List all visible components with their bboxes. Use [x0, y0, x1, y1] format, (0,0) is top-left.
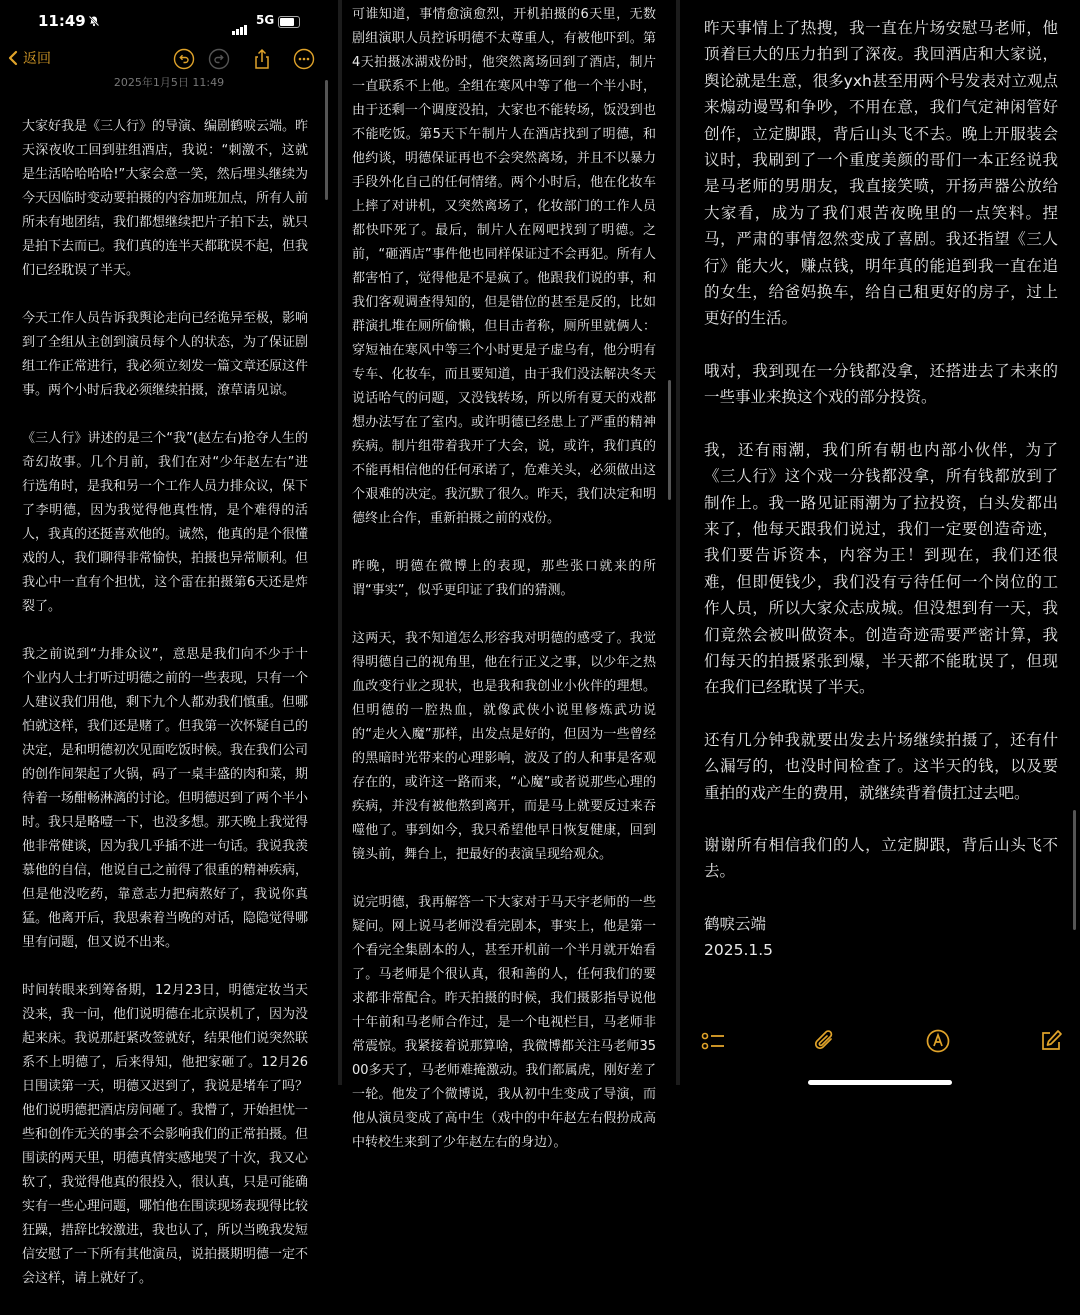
paragraph: 今天工作人员告诉我舆论走向已经诡异至极，影响到了全组从主创到演员每个人的状态，为了保证剧组工作正常进行，我必须立刻发一篇文章还原这件事。两个小时后我必须继续拍摄，潦草请见谅。: [22, 311, 309, 398]
scrollbar[interactable]: [1073, 810, 1076, 930]
signal-bars-icon: [232, 16, 248, 35]
paragraph: 哦对，我到现在一分钱都没拿，还搭进去了未来的一些事业来换这个戏的部分投资。: [704, 361, 1058, 407]
note-body[interactable]: [704, 15, 1058, 964]
note-body[interactable]: [22, 115, 308, 1315]
paperclip-icon[interactable]: [812, 1028, 838, 1054]
undo-icon[interactable]: [173, 48, 195, 70]
bell-slash-icon: [88, 15, 100, 27]
back-button[interactable]: [8, 48, 51, 68]
note-screenshot-2: [342, 0, 676, 1150]
battery-icon: [278, 16, 300, 28]
scrollbar[interactable]: [325, 80, 328, 200]
note-body[interactable]: [352, 3, 656, 1179]
paragraph: 我之前说到“力排众议”，意思是我们向不少于十个业内人士打听过明德之前的一些表现，只有一个人建议我们用他，剩下九个人都劝我们慎重。但哪怕就这样，我们还是赌了。但我第一次怀疑自己的决定，是和明德初次见面吃饭时候。我在我们公司的创作间架起了火锅，码了一桌丰盛的肉和菜，期待着一场酣畅淋漓的讨论。但明德迟到了两个半小时。我只是略噎一下，也没多想。那天晚上我觉得他非常健谈，因为我几乎插不进一句话。我说我羡慕他的自信，他说自己之前得了很重的精神疾病，但是他没吃药，靠意志力把病熬好了，我说你真猛。他离开后，我思索着当晚的对话，隐隐觉得哪里有问题，但又说不出来。: [22, 647, 309, 950]
paragraph: 昨天事情上了热搜，我一直在片场安慰马老师，他顶着巨大的压力拍到了深夜。我回酒店和大家说，舆论就是生意，很多yxh甚至用两个号发表对立观点来煽动谩骂和争吵，不用在意，我们气定神闲管好创作，立定脚跟，背后山头飞不去。晚上开服装会议时，我刷到了一个重度美颜的哥们一本正经说我是马老师的男朋友，我直接笑喷，开扬声器公放给大家看，成为了我们艰苦夜晚里的一点笑料。捏马，严肃的事情忽然变成了喜剧。我还指望《三人行》能大火，赚点钱，明年真的能追到我一直在追的女生，给爸妈换车，给自己租更好的房子，过上更好的生活。: [704, 19, 1058, 328]
signature: 鹤唳云端: [704, 914, 767, 933]
note-screenshot-1: [0, 0, 338, 1286]
paragraph: 这两天，我不知道怎么形容我对明德的感受了。我觉得明德自己的视角里，他在行正义之事，以少年之热血改变行业之现状，也是我和我创业小伙伴的理想。但明德的一腔热血，就像武侠小说里修炼武功说的“走火入魔”那样，出发点是好的，但因为一些曾经的黑暗时光带来的心理影响，波及了的人和事是客观存在的，或许这一路而来，“心魔”或者说那些心理的疾病，并没有被他熬到离开，而是马上就要反过来吞噬他了。事到如今，我只希望他早日恢复健康，回到镜头前，舞台上，把最好的表演呈现给观众。: [352, 631, 656, 862]
checklist-icon[interactable]: [700, 1028, 726, 1054]
signature-date: 2025.1.5: [704, 941, 774, 960]
paragraph: 还有几分钟我就要出发去片场继续拍摄了，还有什么漏写的，也没时间检查了。这半天的钱，以及要重拍的戏产生的费用，就继续背着债扛过去吧。: [704, 730, 1058, 802]
redo-icon[interactable]: [208, 48, 230, 70]
paragraph: 可谁知道，事情愈演愈烈，开机拍摄的6天里，无数剧组演职人员控诉明德不太尊重人，有被他吓到。第4天拍摄冰湖戏份时，他突然离场回到了酒店，制片一直联系不上他。全组在寒风中等了他一个半小时，由于还剩一个调度没拍，大家也不能转场，饭没到也不能吃饭。第5天下午制片人在酒店找到了明德，和他约谈，明德保证再也不会突然离场，并且不以暴力手段外化自己的任何情绪。两个小时后，他在化妆车上摔了对讲机，又突然离场了，化妆部门的工作人员都快吓死了。最后，制片人在网吧找到了明德。之前，“砸酒店”事件他也同样保证过不会再犯。所有人都害怕了，觉得他是不是疯了。他跟我们说的事，和我们客观调查得知的，但是错位的甚至是反的，比如群演扎堆在厕所偷懒，但目击者称，厕所里就俩人：穿短袖在寒风中等三个小时更是子虚乌有，他分明有专车、化妆车，而且要知道，由于我们没法解决冬天说话哈气的问题，又没钱转场，所以所有夏天的戏都想办法写在了室内。或许明德已经患上了严重的精神疾病。制片组带着我开了大会，说，或许，我们真的不能再相信他的任何承诺了，危难关头，必须做出这个艰难的决定。我沉默了很久。昨天，我们决定和明德终止合作，重新拍摄之前的戏份。: [352, 7, 656, 526]
paragraph: 时间转眼来到筹备期，12月23日，明德定妆当天没来，我一问，他们说明德在北京误机了，因为没起来床。我说那赶紧改签就好，结果他们说突然联系不上明德了，后来得知，他把家砸了。12月26日围读第一天，明德又迟到了，我说是堵车了吗？他们说明德把酒店房间砸了。我懵了，开始担忧一些和创作无关的事会不会影响我们的正常拍摄。但围读的两天里，明德真情实感地哭了十次，我又心软了，我觉得他真的很投入，很认真，只是可能确实有一些心理问题，哪怕他在围读现场表现得比较狂躁，措辞比较激进，我也认了，所以当晚我发短信安慰了一下所有其他演员，说拍摄期明德一定不会这样，请上就好了。: [22, 983, 309, 1286]
paragraph: 我，还有雨潮，我们所有朝也内部小伙伴，为了《三人行》这个戏一分钱都没拿，所有钱都放到了制作上。我一路见证雨潮为了拉投资，白头发都出来了，他每天跟我们说过，我们一定要创造奇迹，我们要告诉资本，内容为王！到现在，我们还很难，但即便钱少，我们没有亏待任何一个岗位的工作人员，所以大家众志成城。但没想到有一天，我们竟然会被叫做资本。创造奇迹需要严密计算，我们每天的拍摄紧张到爆，半天都不能耽误了，但现在我们已经耽误了半天。: [704, 440, 1058, 697]
share-icon[interactable]: [251, 48, 273, 70]
compose-icon[interactable]: [1038, 1028, 1064, 1054]
nav-bar: [0, 44, 338, 74]
paragraph: 大家好我是《三人行》的导演、编剧鹤唳云端。昨天深夜收工回到驻组酒店，我说：“刺激不，这就是生活哈哈哈哈!”大家会意一笑，然后埋头继续为今天因临时变动要拍摄的内容加班加点，所有人前所未有地团结，我们都想继续把片子拍下去，就只是拍下去而已。我们真的连半天都耽误不起，但我们已经耽误了半天。: [22, 119, 309, 278]
more-icon[interactable]: [293, 48, 315, 70]
paragraph: 昨晚，明德在微博上的表现，那些张口就来的所谓“事实”，似乎更印证了我们的猜测。: [352, 559, 656, 598]
chevron-left-icon: [8, 50, 18, 66]
status-bar: [0, 10, 338, 36]
status-time: 11:49: [38, 12, 86, 30]
paragraph: 说完明德，我再解答一下大家对于马天宇老师的一些疑问。网上说马老师没看完剧本，事实上，他是第一个看完全集剧本的人，甚至开机前一个半月就开始看了。马老师是个很认真，很和善的人，任何我们的要求都非常配合。昨天拍摄的时候，我们摄影指导说他十年前和马老师合作过，是一个电视栏目，马老师非常震惊。我紧接着说那算啥，我微博都关注马老师3500多天了，马老师难掩激动。我们都属虎，刚好差了一轮。他发了个微博说，我从初中生变成了导演，而他从演员变成了高中生（戏中的中年赵左右假扮成高中转校生来到了少年赵左右的身边）。: [352, 895, 656, 1150]
note-date: 2025年1月5日 11:49: [113, 76, 225, 89]
paragraph: 谢谢所有相信我们的人，立定脚跟，背后山头飞不去。: [704, 835, 1058, 881]
back-label: 返回: [23, 51, 51, 67]
note-screenshot-3: [680, 0, 1080, 1085]
paragraph: 《三人行》讲述的是三个“我”(赵左右)抢夺人生的奇幻故事。几个月前，我们在对“少年赵左右”进行选角时，是我和另一个工作人员力排众议，保下了李明德，因为我觉得他真性情，是个难得的活人，我真的还挺喜欢他的。诚然，他真的是个很懂戏的人，我们聊得非常愉快，拍摄也异常顺利。但我心中一直有个担忧，这个雷在拍摄第6天还是炸裂了。: [22, 431, 309, 614]
markup-pen-icon[interactable]: [925, 1028, 951, 1054]
scrollbar[interactable]: [668, 380, 671, 500]
bottom-toolbar: [680, 1028, 1080, 1058]
home-indicator[interactable]: [808, 1080, 952, 1085]
network-type: 5G: [256, 13, 275, 27]
